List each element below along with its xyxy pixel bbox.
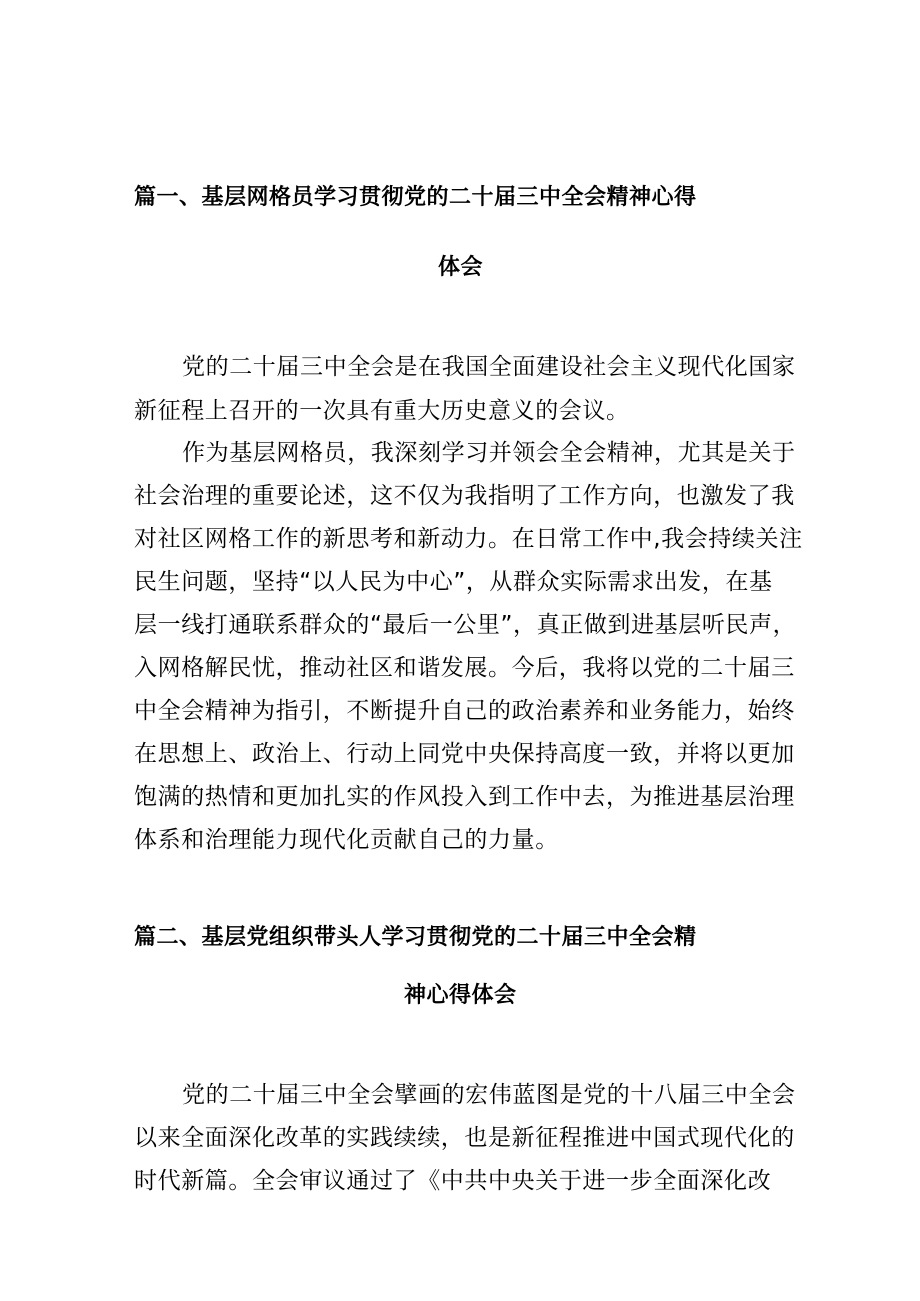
s1-p1-line: 党的二十届三中全会是在我国全面建设社会主义现代化国家	[182, 354, 796, 380]
s1-p2-line: 民生问题，坚持“以人民为中心”，从群众实际需求出发，在基	[134, 569, 773, 595]
section2-title-line2: 神心得体会	[404, 983, 517, 1008]
s1-p1-line: 新征程上召开的一次具有重大历史意义的会议。	[134, 398, 630, 424]
s1-p2-line: 作为基层网格员，我深刻学习并领会全会精神，尤其是关于	[182, 440, 796, 466]
s1-p2-line: 体系和治理能力现代化贡献自己的力量。	[134, 827, 559, 853]
s1-p2-line: 对社区网格工作的新思考和新动力。在日常工作中,我会持续关注	[134, 526, 803, 552]
s1-p2-line: 社会治理的重要论述，这不仅为我指明了工作方向，也激发了我	[134, 483, 795, 509]
section1-title-line1: 篇一、基层网格员学习贯彻党的二十届三中全会精神心得	[134, 185, 697, 210]
section2-title-line1: 篇二、基层党组织带头人学习贯彻党的二十届三中全会精	[134, 925, 697, 950]
s2-p1-line: 以来全面深化改革的实践续续，也是新征程推进中国式现代化的	[134, 1125, 795, 1151]
s2-p1-line: 时代新篇。全会审议通过了《中共中央关于进一步全面深化改	[134, 1168, 772, 1194]
s1-p2-line: 层一线打通联系群众的“最后一公里”，真正做到进基层听民声，	[134, 612, 797, 638]
section1-title-line2: 体会	[438, 255, 484, 280]
s2-p1-line: 党的二十届三中全会擘画的宏伟蓝图是党的十八届三中全会	[182, 1082, 796, 1108]
s1-p2-line: 在思想上、政治上、行动上同党中央保持高度一致，并将以更加	[134, 741, 795, 767]
s1-p2-line: 饱满的热情和更加扎实的作风投入到工作中去，为推进基层治理	[134, 784, 795, 810]
s1-p2-line: 入网格解民忧，推动社区和谐发展。今后，我将以党的二十届三	[134, 655, 795, 681]
s1-p2-line: 中全会精神为指引，不断提升自己的政治素养和业务能力，始终	[134, 698, 795, 724]
